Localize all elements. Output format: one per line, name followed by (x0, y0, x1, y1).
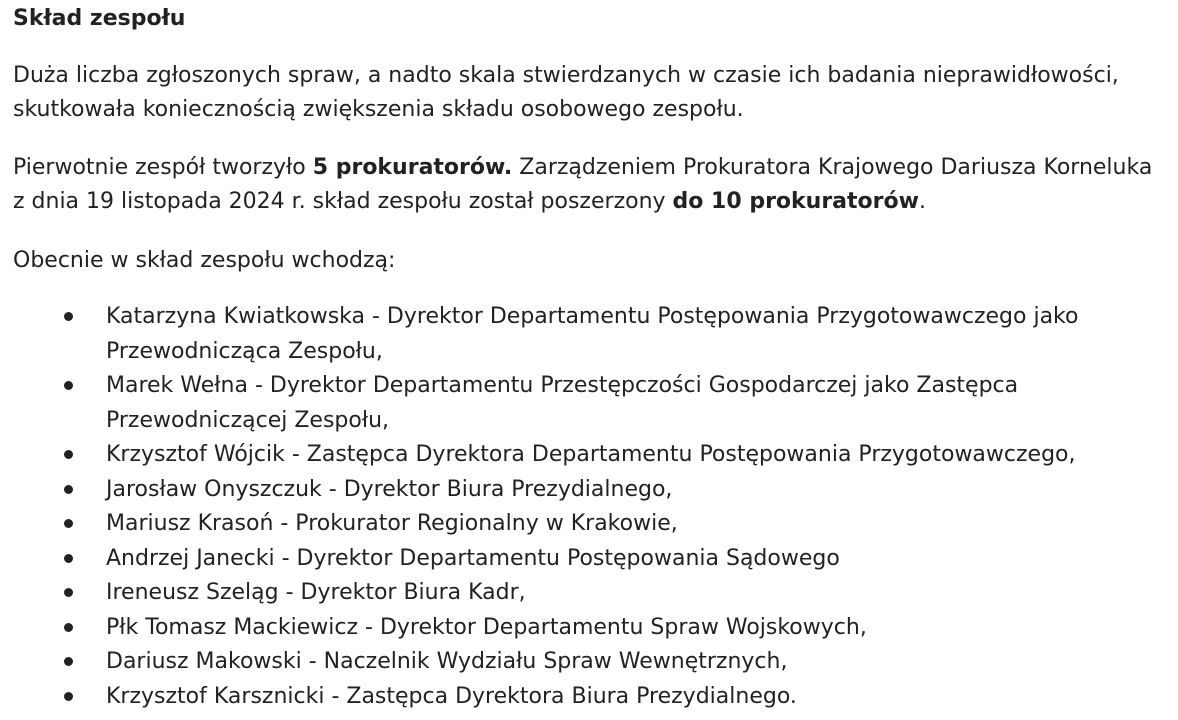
member-text: Ireneusz Szeląg - Dyrektor Biura Kadr, (106, 580, 526, 605)
paragraph-members-intro: Obecnie w skład zespołu wchodzą: (13, 248, 396, 273)
member-text: Katarzyna Kwiatkowska - Dyrektor Departamentu Postępowania Przygotowawczego jako Przewodnicząca Zespołu, (106, 304, 1079, 364)
article-content (13, 4, 1163, 714)
bullet-icon (64, 554, 73, 563)
list-item (13, 507, 1163, 542)
paragraph-team-expansion (13, 151, 1163, 219)
bullet-icon (64, 692, 73, 701)
paragraph-text: Zarządzeniem Prokuratora Krajowego Dariusza Korneluka z dnia 19 listopada 2024 r. skład zespołu został poszerzony (13, 155, 1153, 214)
bullet-icon (64, 657, 73, 666)
paragraph-text: Pierwotnie zespół tworzyło (13, 155, 313, 180)
list-item (13, 645, 1163, 680)
member-text: Krzysztof Wójcik - Zastępca Dyrektora Departamentu Postępowania Przygotowawczego, (106, 442, 1076, 467)
member-text: Dariusz Makowski - Naczelnik Wydziału Spraw Wewnętrznych, (106, 649, 788, 674)
bullet-icon (64, 381, 73, 390)
list-item (13, 542, 1163, 577)
bullet-icon (64, 312, 73, 321)
member-text: Krzysztof Karsznicki - Zastępca Dyrektora Biura Prezydialnego. (106, 683, 797, 709)
member-text: Płk Tomasz Mackiewicz - Dyrektor Departamentu Spraw Wojskowych, (106, 614, 867, 640)
members-list (13, 300, 1163, 714)
bullet-icon (64, 623, 73, 632)
list-item (13, 369, 1163, 438)
bullet-icon (64, 485, 73, 494)
member-text: Marek Wełna - Dyrektor Departamentu Przestępczości Gospodarczej jako Zastępca Przewodniczącej Zespołu, (106, 373, 1019, 433)
member-text: Jarosław Onyszczuk - Dyrektor Biura Prezydialnego, (106, 476, 673, 502)
list-item (13, 611, 1163, 646)
expanded-count-bold: do 10 prokuratorów (672, 189, 919, 214)
bullet-icon (64, 450, 73, 459)
list-item (13, 473, 1163, 508)
paragraph-case-volume: Duża liczba zgłoszonych spraw, a nadto skala stwierdzanych w czasie ich badania nieprawidłowości, skutkowała koniecznością zwiększenia składu osobowego zespołu. (13, 63, 1119, 122)
member-text: Mariusz Krasoń - Prokurator Regionalny w Krakowie, (106, 511, 678, 536)
list-item (13, 438, 1163, 473)
section-heading: Skład zespołu (13, 6, 186, 31)
list-item (13, 300, 1163, 369)
bullet-icon (64, 588, 73, 597)
list-item (13, 576, 1163, 611)
initial-count-bold: 5 prokuratorów. (312, 155, 513, 180)
member-text: Andrzej Janecki - Dyrektor Departamentu Postępowania Sądowego (106, 545, 840, 571)
list-item (13, 680, 1163, 715)
paragraph-text: . (918, 189, 926, 214)
bullet-icon (64, 519, 73, 528)
